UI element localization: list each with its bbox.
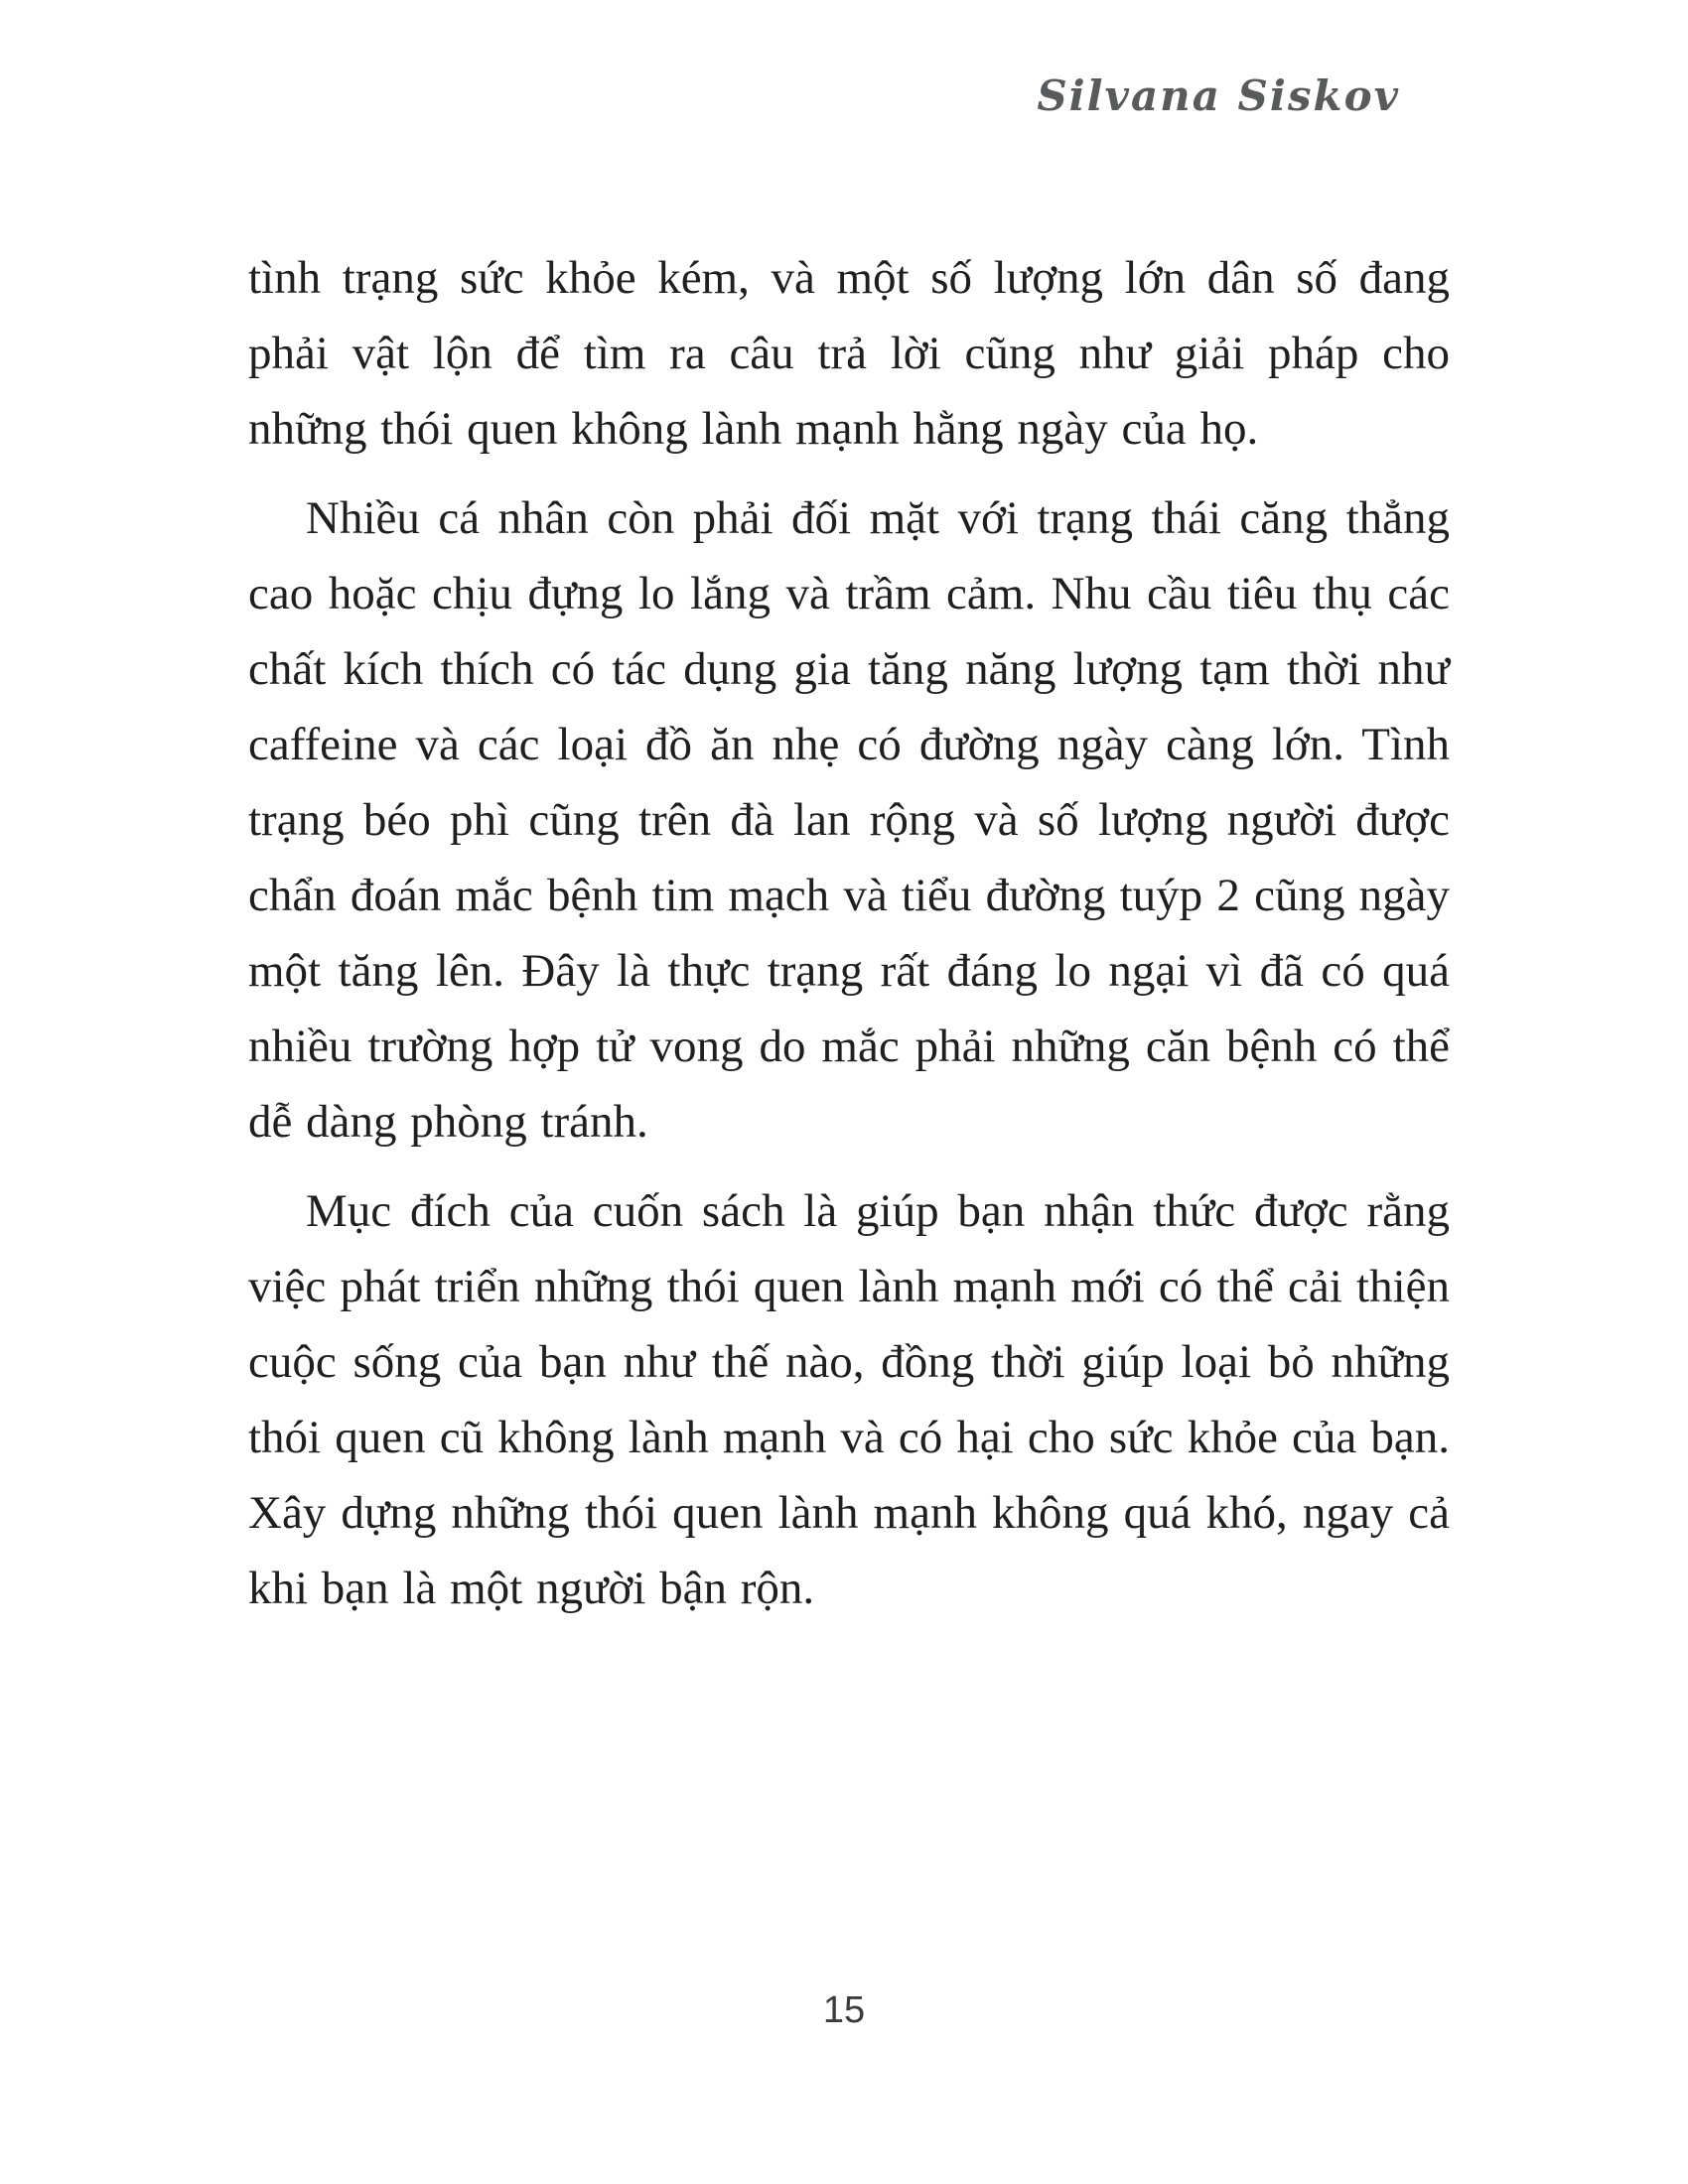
page-number: 15 bbox=[822, 1989, 866, 2031]
page-body bbox=[248, 240, 1450, 1640]
author-name: Silvana Siskov bbox=[1037, 71, 1400, 120]
running-header bbox=[248, 71, 1400, 120]
paragraph-1: tình trạng sức khỏe kém, và một số lượng lớn dân số đang phải vật lộn để tìm ra câu trả lời cũng như giải pháp cho những thói quen không lành mạnh hằng ngày của họ. bbox=[248, 252, 1450, 455]
paragraph-2: Nhiều cá nhân còn phải đối mặt với trạng thái căng thẳng cao hoặc chịu đựng lo lắng và trầm cảm. Nhu cầu tiêu thụ các chất kích thích có tác dụng gia tăng năng lượng tạm thời như caffeine và các loại đồ ăn nhẹ có đường ngày càng lớn. Tình trạng béo phì cũng trên đà lan rộng và số lượng người được chẩn đoán mắc bệnh tim mạch và tiểu đường tuýp 2 cũng ngày một tăng lên. Đây là thực trạng rất đáng lo ngại vì đã có quá nhiều trường hợp tử vong do mắc phải những căn bệnh có thể dễ dàng phòng tránh. bbox=[248, 492, 1450, 1148]
paragraph-3: Mục đích của cuốn sách là giúp bạn nhận thức được rằng việc phát triển những thói quen lành mạnh mới có thể cải thiện cuộc sống của bạn như thế nào, đồng thời giúp loại bỏ những thói quen cũ không lành mạnh và có hại cho sức khỏe của bạn. Xây dựng những thói quen lành mạnh không quá khó, ngay cả khi bạn là một người bận rộn. bbox=[248, 1185, 1450, 1614]
